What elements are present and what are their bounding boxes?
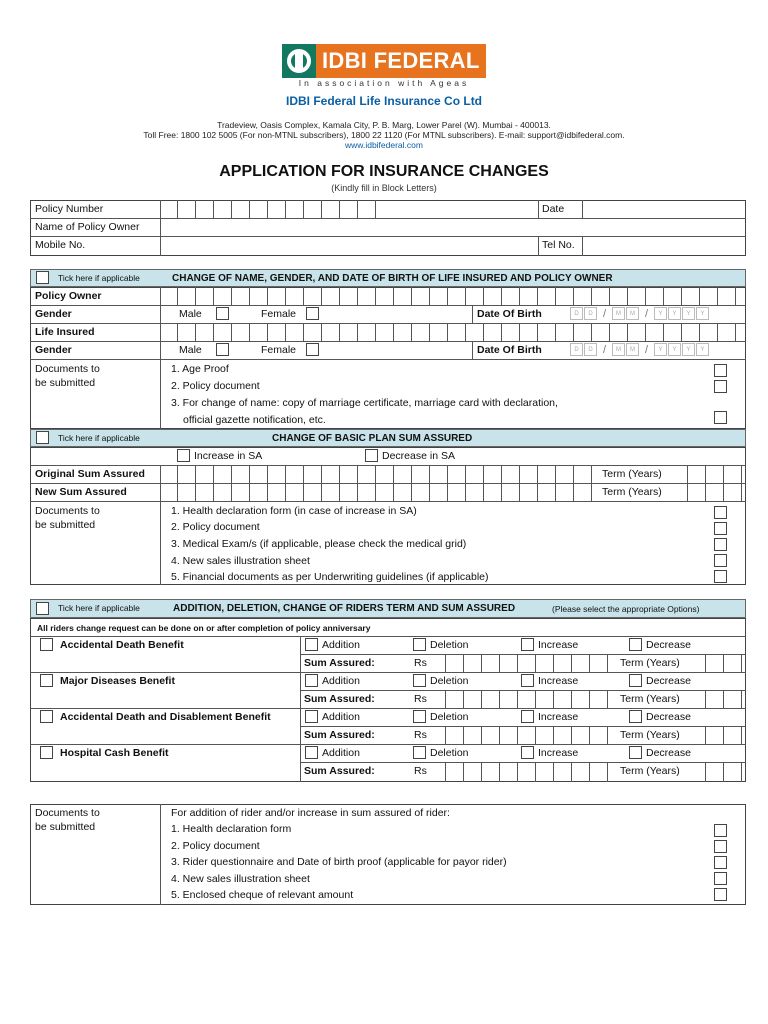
rider-mdb-decrease-label: Decrease <box>646 675 691 687</box>
new-sa-input[interactable] <box>160 483 592 501</box>
rider-mdb-increase-label: Increase <box>538 675 579 687</box>
section3-tick-label: Tick here if applicable <box>58 603 140 613</box>
original-term-input[interactable] <box>670 465 742 483</box>
rider-mdb-term-input[interactable] <box>688 690 742 708</box>
rider-mdb-addition-checkbox[interactable] <box>305 674 318 687</box>
rider-adb-increase-label: Increase <box>538 639 579 651</box>
owner-name-label: Name of Policy Owner <box>35 221 140 233</box>
rider-mdb-addition-label: Addition <box>322 675 360 687</box>
rider-hcb-term-label: Term (Years) <box>620 765 680 777</box>
decrease-sa-label: Decrease in SA <box>382 450 455 462</box>
owner-female-checkbox[interactable] <box>306 307 319 320</box>
rider-mdb-sum-label: Sum Assured: <box>304 693 375 705</box>
rider-hcb-addition-label: Addition <box>322 747 360 759</box>
company-logo <box>282 44 486 78</box>
sec2-docs-label-2: be submitted <box>35 519 96 531</box>
logo-mark-icon <box>282 44 316 78</box>
rider-addb-deletion-label: Deletion <box>430 711 469 723</box>
rider-hcb-label: Hospital Cash Benefit <box>60 747 169 759</box>
decrease-sa-checkbox[interactable] <box>365 449 378 462</box>
rider-adb-increase-checkbox[interactable] <box>521 638 534 651</box>
owner-male-checkbox[interactable] <box>216 307 229 320</box>
policy-number-input[interactable] <box>160 200 376 218</box>
policy-owner-name-input[interactable] <box>160 287 736 305</box>
form-title: APPLICATION FOR INSURANCE CHANGES <box>219 163 549 180</box>
sec4-doc-1: 1. Health declaration form <box>171 823 292 835</box>
rider-adb-addition-checkbox[interactable] <box>305 638 318 651</box>
sec1-doc-1-checkbox[interactable] <box>714 364 727 377</box>
sec4-doc-4: 4. New sales illustration sheet <box>171 873 310 885</box>
company-name: IDBI Federal Life Insurance Co Ltd <box>285 94 483 108</box>
life-insured-label: Life Insured <box>35 326 95 338</box>
rider-hcb-decrease-label: Decrease <box>646 747 691 759</box>
rider-addb-decrease-checkbox[interactable] <box>629 710 642 723</box>
rider-addb-term-input[interactable] <box>688 726 742 744</box>
sec2-doc-2-checkbox[interactable] <box>714 522 727 535</box>
rider-adb-deletion-checkbox[interactable] <box>413 638 426 651</box>
insured-female-label: Female <box>261 344 297 356</box>
tel-label: Tel No. <box>542 239 575 251</box>
rider-addb-increase-label: Increase <box>538 711 579 723</box>
original-sa-label: Original Sum Assured <box>35 468 145 480</box>
sec4-intro: For addition of rider and/or increase in sum assured of rider: <box>171 807 450 819</box>
sec1-doc-1: 1. Age Proof <box>171 363 229 375</box>
rider-addb-addition-checkbox[interactable] <box>305 710 318 723</box>
rider-addb-sum-label: Sum Assured: <box>304 729 375 741</box>
sec2-doc-1: 1. Health declaration form (in case of increase in SA) <box>171 505 417 517</box>
sec1-docs-label-1: Documents to <box>35 363 100 375</box>
original-sa-input[interactable] <box>160 465 592 483</box>
rider-adb-decrease-checkbox[interactable] <box>629 638 642 651</box>
new-term-input[interactable] <box>670 483 742 501</box>
insured-male-checkbox[interactable] <box>216 343 229 356</box>
sec2-docs-label-1: Documents to <box>35 505 100 517</box>
sec2-doc-2: 2. Policy document <box>171 521 260 533</box>
rider-addb-term-label: Term (Years) <box>620 729 680 741</box>
insured-dob-label: Date Of Birth <box>477 344 542 356</box>
address-line: Tradeview, Oasis Complex, Kamala City, P. B. Marg, Lower Parel (W). Mumbai - 400013. <box>217 120 551 130</box>
increase-sa-checkbox[interactable] <box>177 449 190 462</box>
life-insured-name-input[interactable] <box>160 323 736 341</box>
rider-addb-label: Accidental Death and Disablement Benefit <box>60 711 271 723</box>
rider-addb-decrease-label: Decrease <box>646 711 691 723</box>
section1-title: CHANGE OF NAME, GENDER, AND DATE OF BIRTH OF LIFE INSURED AND POLICY OWNER <box>172 273 613 284</box>
rider-mdb-increase-checkbox[interactable] <box>521 674 534 687</box>
rider-adb-sum-label: Sum Assured: <box>304 657 375 669</box>
sec2-doc-1-checkbox[interactable] <box>714 506 727 519</box>
rider-hcb-deletion-label: Deletion <box>430 747 469 759</box>
sec4-doc-3-checkbox[interactable] <box>714 856 727 869</box>
rider-adb-checkbox[interactable] <box>40 638 53 651</box>
policy-number-label: Policy Number <box>35 203 104 215</box>
rider-hcb-deletion-checkbox[interactable] <box>413 746 426 759</box>
sec4-doc-4-checkbox[interactable] <box>714 872 727 885</box>
rider-adb-sum-input[interactable] <box>428 654 608 672</box>
rider-adb-decrease-label: Decrease <box>646 639 691 651</box>
owner-dob-input[interactable]: D D / M M / Y Y Y Y <box>570 307 710 320</box>
rider-addb-sum-input[interactable] <box>428 726 608 744</box>
sec1-doc-3: 3. For change of name: copy of marriage certificate, marriage card with declaration, <box>171 397 558 409</box>
rider-adb-label: Accidental Death Benefit <box>60 639 184 651</box>
section2-title: CHANGE OF BASIC PLAN SUM ASSURED <box>272 433 473 444</box>
rider-hcb-rs-label: Rs <box>414 765 427 777</box>
new-sa-label: New Sum Assured <box>35 486 127 498</box>
rider-hcb-increase-checkbox[interactable] <box>521 746 534 759</box>
mobile-label: Mobile No. <box>35 239 86 251</box>
insured-male-label: Male <box>179 344 202 356</box>
sec4-doc-1-checkbox[interactable] <box>714 824 727 837</box>
logo-text: IDBI FEDERAL <box>322 48 480 73</box>
sec4-doc-2-checkbox[interactable] <box>714 840 727 853</box>
sec4-doc-5-checkbox[interactable] <box>714 888 727 901</box>
rider-adb-term-input[interactable] <box>688 654 742 672</box>
sec2-doc-5-checkbox[interactable] <box>714 570 727 583</box>
rider-adb-rs-label: Rs <box>414 657 427 669</box>
new-term-label: Term (Years) <box>602 486 662 498</box>
section3-note: (Please select the appropriate Options) <box>552 604 700 614</box>
section2-tick-checkbox[interactable] <box>36 431 49 444</box>
rider-adb-term-label: Term (Years) <box>620 657 680 669</box>
rider-mdb-term-label: Term (Years) <box>620 693 680 705</box>
rider-hcb-decrease-checkbox[interactable] <box>629 746 642 759</box>
rider-addb-rs-label: Rs <box>414 729 427 741</box>
sec2-doc-4-checkbox[interactable] <box>714 554 727 567</box>
date-label: Date <box>542 203 565 215</box>
rider-hcb-addition-checkbox[interactable] <box>305 746 318 759</box>
policy-owner-label: Policy Owner <box>35 290 102 302</box>
rider-hcb-sum-input[interactable] <box>428 762 608 782</box>
sec4-docs-label-1: Documents to <box>35 807 100 819</box>
section2-tick-label: Tick here if applicable <box>58 433 140 443</box>
sec4-doc-2: 2. Policy document <box>171 840 260 852</box>
owner-gender-label: Gender <box>35 308 72 320</box>
sec1-doc-2-checkbox[interactable] <box>714 380 727 393</box>
rider-mdb-deletion-checkbox[interactable] <box>413 674 426 687</box>
rider-mdb-sum-input[interactable] <box>428 690 608 708</box>
rider-addb-checkbox[interactable] <box>40 710 53 723</box>
insured-dob-input[interactable]: D D / M M / Y Y Y Y <box>570 343 710 356</box>
sec2-doc-5: 5. Financial documents as per Underwriting guidelines (if applicable) <box>171 571 489 583</box>
rider-mdb-deletion-label: Deletion <box>430 675 469 687</box>
owner-male-label: Male <box>179 308 202 320</box>
sec4-doc-3: 3. Rider questionnaire and Date of birth proof (applicable for payor rider) <box>171 856 507 868</box>
sec2-doc-3-checkbox[interactable] <box>714 538 727 551</box>
rider-addb-increase-checkbox[interactable] <box>521 710 534 723</box>
sec1-doc-2: 2. Policy document <box>171 380 260 392</box>
sec4-doc-5: 5. Enclosed cheque of relevant amount <box>171 889 354 901</box>
sec4-docs-label-2: be submitted <box>35 821 96 833</box>
insured-gender-label: Gender <box>35 344 72 356</box>
rider-hcb-checkbox[interactable] <box>40 746 53 759</box>
increase-sa-label: Increase in SA <box>194 450 263 462</box>
rider-mdb-decrease-checkbox[interactable] <box>629 674 642 687</box>
section3-info: All riders change request can be done on or after completion of policy anniversary <box>37 623 371 633</box>
rider-addb-addition-label: Addition <box>322 711 360 723</box>
tagline: In association with Ageas <box>298 78 470 88</box>
section1-tick-checkbox[interactable] <box>36 271 49 284</box>
rider-adb-deletion-label: Deletion <box>430 639 469 651</box>
website-link[interactable]: www.idbifederal.com <box>345 140 423 150</box>
sec1-doc-3b: official gazette notification, etc. <box>183 414 326 426</box>
sec1-docs-label-2: be submitted <box>35 377 96 389</box>
form-subtitle: (Kindly fill in Block Letters) <box>331 183 437 193</box>
original-term-label: Term (Years) <box>602 468 662 480</box>
rider-hcb-term-input[interactable] <box>688 762 742 782</box>
rider-mdb-rs-label: Rs <box>414 693 427 705</box>
owner-female-label: Female <box>261 308 297 320</box>
rider-mdb-checkbox[interactable] <box>40 674 53 687</box>
section3-tick-checkbox[interactable] <box>36 602 49 615</box>
insured-female-checkbox[interactable] <box>306 343 319 356</box>
owner-dob-label: Date Of Birth <box>477 308 542 320</box>
rider-adb-addition-label: Addition <box>322 639 360 651</box>
sec2-doc-4: 4. New sales illustration sheet <box>171 555 310 567</box>
sec2-doc-3: 3. Medical Exam/s (if applicable, please check the medical grid) <box>171 538 467 550</box>
rider-mdb-label: Major Diseases Benefit <box>60 675 175 687</box>
contact-line: Toll Free: 1800 102 5005 (For non-MTNL subscribers), 1800 22 1120 (For MTNL subscribers). E-mail: support@idbifederal.com. <box>143 130 625 140</box>
sec1-doc-3-checkbox[interactable] <box>714 411 727 424</box>
rider-addb-deletion-checkbox[interactable] <box>413 710 426 723</box>
rider-hcb-sum-label: Sum Assured: <box>304 765 375 777</box>
section1-tick-label: Tick here if applicable <box>58 273 140 283</box>
rider-hcb-increase-label: Increase <box>538 747 579 759</box>
section3-title: ADDITION, DELETION, CHANGE OF RIDERS TERM AND SUM ASSURED <box>173 603 516 614</box>
